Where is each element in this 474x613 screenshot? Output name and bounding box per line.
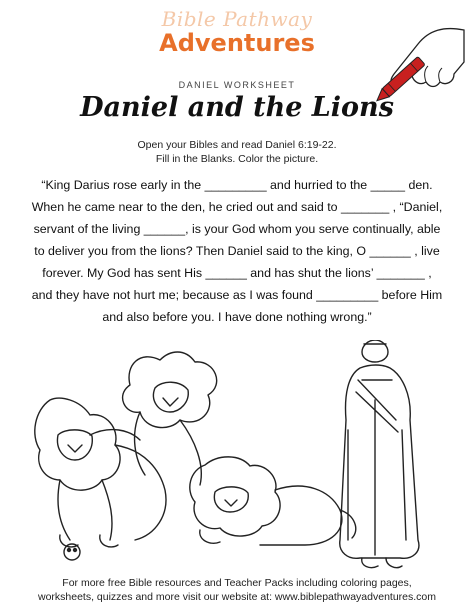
lying-lion-icon [190,457,356,545]
instructions-line: Fill in the Blanks. Color the picture. [155,153,319,165]
passage-line: and they have not hurt me; because as I was found _________ before Him [31,288,443,302]
passage-line: and also before you. I have done nothing wrong.” [102,310,372,324]
worksheet-subtitle: DANIEL WORKSHEET [178,80,296,90]
footer [0,576,474,604]
passage-line: When he came near to the den, he cried out and said to _______ , “Daniel, [31,200,443,214]
passage-line: “King Darius rose early in the _________ and hurried to the _____ den. [41,178,433,192]
footer-line: worksheets, quizzes and more visit our website at: www.biblepathwayadventures.com [37,591,437,603]
page-title: Daniel and the Lions [80,92,394,123]
roaring-lion-icon [90,352,217,485]
instructions [0,138,474,166]
daniel-and-lions-illustration [30,340,450,570]
passage-line: servant of the living ______, is your God whom you serve continually, able [33,222,441,236]
fill-in-blank-passage [20,174,454,328]
passage-line: forever. My God has sent His ______ and has shut the lions’ _______ , [42,266,432,280]
passage-line: to deliver you from the lions? Then Daniel said to the king, O ______ , live [34,244,440,258]
instructions-line: Open your Bibles and read Daniel 6:19-22. [137,139,337,151]
logo-top-text: Bible Pathway [161,7,313,31]
daniel-figure-icon [340,340,419,568]
logo-main-text: Adventures [159,29,315,57]
footer-line: For more free Bible resources and Teacher Packs including coloring pages, [62,577,412,589]
